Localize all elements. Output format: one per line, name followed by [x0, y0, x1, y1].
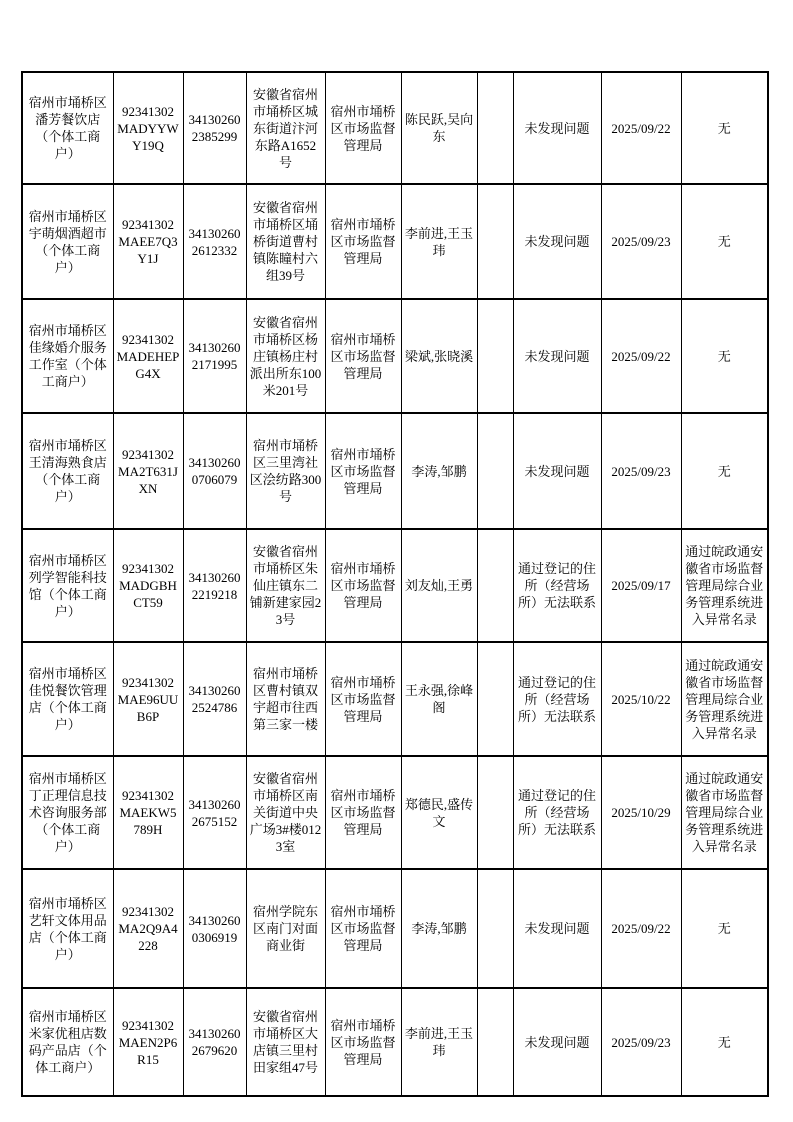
remark-cell: 无 — [681, 72, 768, 184]
blank-cell — [477, 869, 513, 988]
registration-number-cell: 341302602385299 — [183, 72, 246, 184]
result-cell: 通过登记的住所（经营场所）无法联系 — [513, 642, 601, 756]
credit-code-cell: 92341302MAE96UUB6P — [113, 642, 183, 756]
address-cell: 安徽省宿州市埇桥区埇桥街道曹村镇陈瞳村六组39号 — [246, 184, 325, 299]
blank-cell — [477, 529, 513, 642]
inspectors-cell: 李涛,邹鹏 — [401, 869, 477, 988]
date-cell: 2025/10/29 — [601, 756, 681, 869]
authority-cell: 宿州市埇桥区市场监督管理局 — [325, 756, 401, 869]
blank-cell — [477, 988, 513, 1096]
inspectors-cell: 陈民跃,吴向东 — [401, 72, 477, 184]
remark-cell: 无 — [681, 413, 768, 529]
remark-cell: 无 — [681, 869, 768, 988]
table-row — [22, 184, 768, 299]
authority-cell: 宿州市埇桥区市场监督管理局 — [325, 642, 401, 756]
credit-code-cell: 92341302MA2Q9A4228 — [113, 869, 183, 988]
result-cell: 未发现问题 — [513, 869, 601, 988]
table-row — [22, 869, 768, 988]
date-cell: 2025/09/23 — [601, 413, 681, 529]
inspectors-cell: 王永强,徐峰阁 — [401, 642, 477, 756]
registration-number-cell: 341302602171995 — [183, 299, 246, 413]
blank-cell — [477, 72, 513, 184]
authority-cell: 宿州市埇桥区市场监督管理局 — [325, 869, 401, 988]
company-name-cell: 宿州市埇桥区王清海熟食店（个体工商户） — [22, 413, 113, 529]
inspectors-cell: 梁斌,张晓溪 — [401, 299, 477, 413]
table-row — [22, 529, 768, 642]
company-name-cell: 宿州市埇桥区艺轩文体用品店（个体工商户） — [22, 869, 113, 988]
credit-code-cell: 92341302MAEN2P6R15 — [113, 988, 183, 1096]
inspectors-cell: 李涛,邹鹏 — [401, 413, 477, 529]
registration-number-cell: 341302600706079 — [183, 413, 246, 529]
table-row — [22, 72, 768, 184]
table-row — [22, 756, 768, 869]
date-cell: 2025/09/23 — [601, 184, 681, 299]
address-cell: 宿州学院东区南门对面商业街 — [246, 869, 325, 988]
inspectors-cell: 刘友灿,王勇 — [401, 529, 477, 642]
date-cell: 2025/09/22 — [601, 72, 681, 184]
credit-code-cell: 92341302MADEHEPG4X — [113, 299, 183, 413]
company-name-cell: 宿州市埇桥区潘芳餐饮店（个体工商户） — [22, 72, 113, 184]
address-cell: 安徽省宿州市埇桥区城东街道汴河东路A1652号 — [246, 72, 325, 184]
blank-cell — [477, 756, 513, 869]
credit-code-cell: 92341302MADYYWY19Q — [113, 72, 183, 184]
blank-cell — [477, 184, 513, 299]
remark-cell: 通过皖政通安徽省市场监督管理局综合业务管理系统进入异常名录 — [681, 756, 768, 869]
company-name-cell: 宿州市埇桥区宇萌烟酒超市（个体工商户） — [22, 184, 113, 299]
registration-number-cell: 341302602524786 — [183, 642, 246, 756]
inspectors-cell: 郑德民,盛传文 — [401, 756, 477, 869]
company-name-cell: 宿州市埇桥区佳缘婚介服务工作室（个体工商户） — [22, 299, 113, 413]
inspection-results-table — [21, 71, 769, 1097]
remark-cell: 无 — [681, 184, 768, 299]
result-cell: 通过登记的住所（经营场所）无法联系 — [513, 756, 601, 869]
registration-number-cell: 341302602675152 — [183, 756, 246, 869]
blank-cell — [477, 642, 513, 756]
authority-cell: 宿州市埇桥区市场监督管理局 — [325, 988, 401, 1096]
address-cell: 宿州市埇桥区三里湾社区浍纺路300号 — [246, 413, 325, 529]
result-cell: 通过登记的住所（经营场所）无法联系 — [513, 529, 601, 642]
authority-cell: 宿州市埇桥区市场监督管理局 — [325, 299, 401, 413]
company-name-cell: 宿州市埇桥区佳悦餐饮管理店（个体工商户） — [22, 642, 113, 756]
remark-cell: 通过皖政通安徽省市场监督管理局综合业务管理系统进入异常名录 — [681, 529, 768, 642]
authority-cell: 宿州市埇桥区市场监督管理局 — [325, 413, 401, 529]
credit-code-cell: 92341302MAEE7Q3Y1J — [113, 184, 183, 299]
date-cell: 2025/09/23 — [601, 988, 681, 1096]
registration-number-cell: 341302602679620 — [183, 988, 246, 1096]
address-cell: 宿州市埇桥区曹村镇双宇超市往西第三家一楼 — [246, 642, 325, 756]
registration-number-cell: 341302602219218 — [183, 529, 246, 642]
table-row — [22, 299, 768, 413]
date-cell: 2025/10/22 — [601, 642, 681, 756]
company-name-cell: 宿州市埇桥区丁正理信息技术咨询服务部（个体工商户） — [22, 756, 113, 869]
company-name-cell: 宿州市埇桥区米家优租店数码产品店（个体工商户） — [22, 988, 113, 1096]
address-cell: 安徽省宿州市埇桥区大店镇三里村田家组47号 — [246, 988, 325, 1096]
registration-number-cell: 341302602612332 — [183, 184, 246, 299]
result-cell: 未发现问题 — [513, 413, 601, 529]
address-cell: 安徽省宿州市埇桥区朱仙庄镇东二铺新建家园23号 — [246, 529, 325, 642]
address-cell: 安徽省宿州市埇桥区南关街道中央广场3#楼0123室 — [246, 756, 325, 869]
remark-cell: 通过皖政通安徽省市场监督管理局综合业务管理系统进入异常名录 — [681, 642, 768, 756]
remark-cell: 无 — [681, 988, 768, 1096]
table-row — [22, 642, 768, 756]
address-cell: 安徽省宿州市埇桥区杨庄镇杨庄村派出所东100米201号 — [246, 299, 325, 413]
date-cell: 2025/09/22 — [601, 299, 681, 413]
registration-number-cell: 341302600306919 — [183, 869, 246, 988]
result-cell: 未发现问题 — [513, 988, 601, 1096]
remark-cell: 无 — [681, 299, 768, 413]
table-row — [22, 413, 768, 529]
company-name-cell: 宿州市埇桥区列学智能科技馆（个体工商户） — [22, 529, 113, 642]
result-cell: 未发现问题 — [513, 299, 601, 413]
date-cell: 2025/09/17 — [601, 529, 681, 642]
inspectors-cell: 李前进,王玉玮 — [401, 988, 477, 1096]
credit-code-cell: 92341302MA2T631JXN — [113, 413, 183, 529]
table-row — [22, 988, 768, 1096]
credit-code-cell: 92341302MAEKW5789H — [113, 756, 183, 869]
result-cell: 未发现问题 — [513, 184, 601, 299]
credit-code-cell: 92341302MADGBHCT59 — [113, 529, 183, 642]
table-body — [22, 72, 768, 1096]
authority-cell: 宿州市埇桥区市场监督管理局 — [325, 529, 401, 642]
result-cell: 未发现问题 — [513, 72, 601, 184]
inspectors-cell: 李前进,王玉玮 — [401, 184, 477, 299]
date-cell: 2025/09/22 — [601, 869, 681, 988]
blank-cell — [477, 299, 513, 413]
authority-cell: 宿州市埇桥区市场监督管理局 — [325, 184, 401, 299]
blank-cell — [477, 413, 513, 529]
authority-cell: 宿州市埇桥区市场监督管理局 — [325, 72, 401, 184]
